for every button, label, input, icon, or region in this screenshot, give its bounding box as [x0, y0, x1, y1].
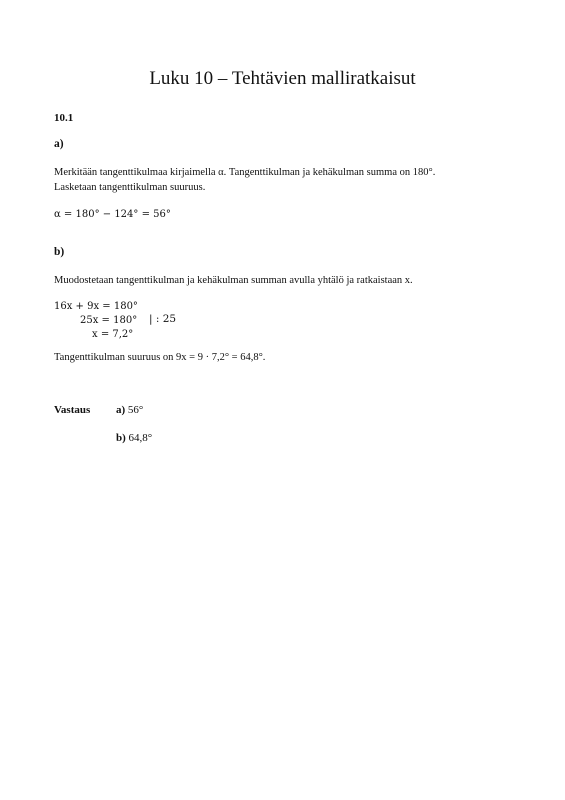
part-b-equation-1: 16x + 9x = 180°: [54, 301, 138, 312]
part-a-text-line-2: Lasketaan tangenttikulman suuruus.: [54, 182, 206, 193]
answer-a: [116, 404, 143, 416]
part-b-division-note: | : 25: [149, 313, 177, 325]
page-title: Luku 10 – Tehtävien malliratkaisut: [149, 68, 416, 89]
part-b-conclusion: Tangenttikulman suuruus on 9x = 9 · 7,2° = 64,8°.: [54, 352, 266, 363]
exercise-number: 10.1: [54, 112, 74, 124]
answer-a-key: a): [116, 404, 126, 416]
answer-a-value: 56°: [127, 404, 144, 416]
answer-b: [116, 432, 152, 444]
answers-label: Vastaus: [54, 404, 91, 416]
part-a-label: a): [54, 138, 64, 150]
part-a-equation: α = 180° − 124° = 56°: [54, 209, 171, 220]
part-b-text-line-1: Muodostetaan tangenttikulman ja kehäkulman summan avulla yhtälö ja ratkaistaan x.: [54, 275, 413, 286]
part-a-text-line-1: Merkitään tangenttikulmaa kirjaimella α. Tangenttikulman ja kehäkulman summa on 180°.: [54, 167, 436, 178]
part-b-equation-2: 25x = 180°: [80, 315, 138, 326]
part-b-equation-3: x = 7,2°: [92, 329, 134, 340]
answer-b-value: 64,8°: [128, 432, 153, 444]
answer-b-key: b): [116, 432, 126, 444]
part-b-label: b): [54, 246, 65, 258]
